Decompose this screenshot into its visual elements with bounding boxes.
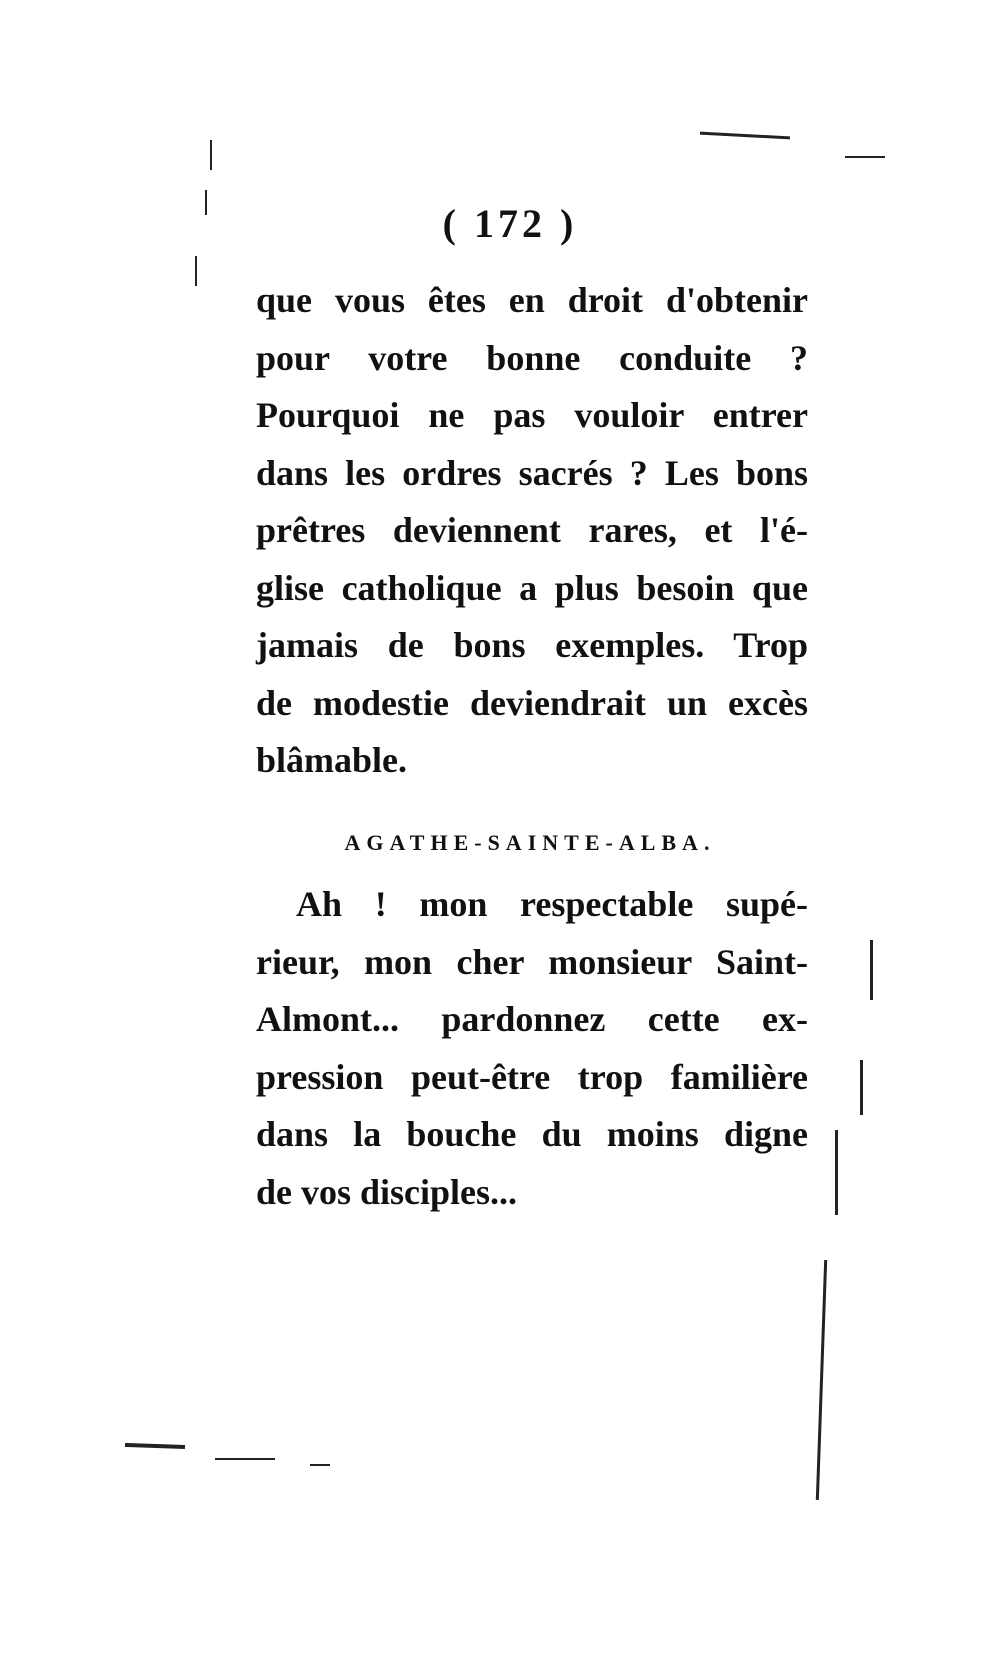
- scan-mark: [860, 1060, 863, 1115]
- scan-mark: [845, 156, 885, 158]
- scan-mark: [210, 140, 212, 170]
- scan-mark: [700, 132, 790, 140]
- text-line: jamais de bons exemples. Trop: [256, 625, 808, 665]
- text-line: que vous êtes en droit d'obtenir: [256, 280, 808, 320]
- scan-mark: [835, 1130, 838, 1215]
- text-line: dans la bouche du moins digne: [256, 1114, 808, 1154]
- scan-mark: [215, 1458, 275, 1460]
- text-line: Almont... pardonnez cette ex-: [256, 999, 808, 1039]
- text-line: de vos disciples...: [256, 1171, 518, 1212]
- text-line: Pourquoi ne pas vouloir entrer: [256, 395, 808, 435]
- text-line: Ah ! mon respectable supé-: [296, 884, 808, 924]
- text-line: blâmable.: [256, 740, 408, 780]
- scan-mark: [310, 1464, 330, 1466]
- scan-mark: [816, 1260, 827, 1500]
- text-line: glise catholique a plus besoin que: [256, 567, 808, 608]
- scan-mark: [205, 190, 207, 215]
- scan-mark: [125, 1443, 185, 1449]
- text-line: de modestie deviendrait un excès: [256, 682, 808, 723]
- text-line: pression peut-être trop familière: [256, 1056, 808, 1097]
- passage-2: [256, 876, 808, 1221]
- scan-mark: [195, 256, 197, 286]
- text-line: prêtres deviennent rares, et l'é-: [256, 510, 808, 550]
- page-number: ( 172 ): [442, 201, 578, 246]
- passage-1: [256, 272, 808, 790]
- speaker-name: AGATHE-SAINTE-ALBA.: [344, 830, 716, 855]
- text-line: rieur, mon cher monsieur Saint-: [256, 941, 808, 982]
- text-line: pour votre bonne conduite ?: [256, 337, 808, 378]
- scan-mark: [870, 940, 873, 1000]
- text-line: dans les ordres sacrés ? Les bons: [256, 452, 808, 493]
